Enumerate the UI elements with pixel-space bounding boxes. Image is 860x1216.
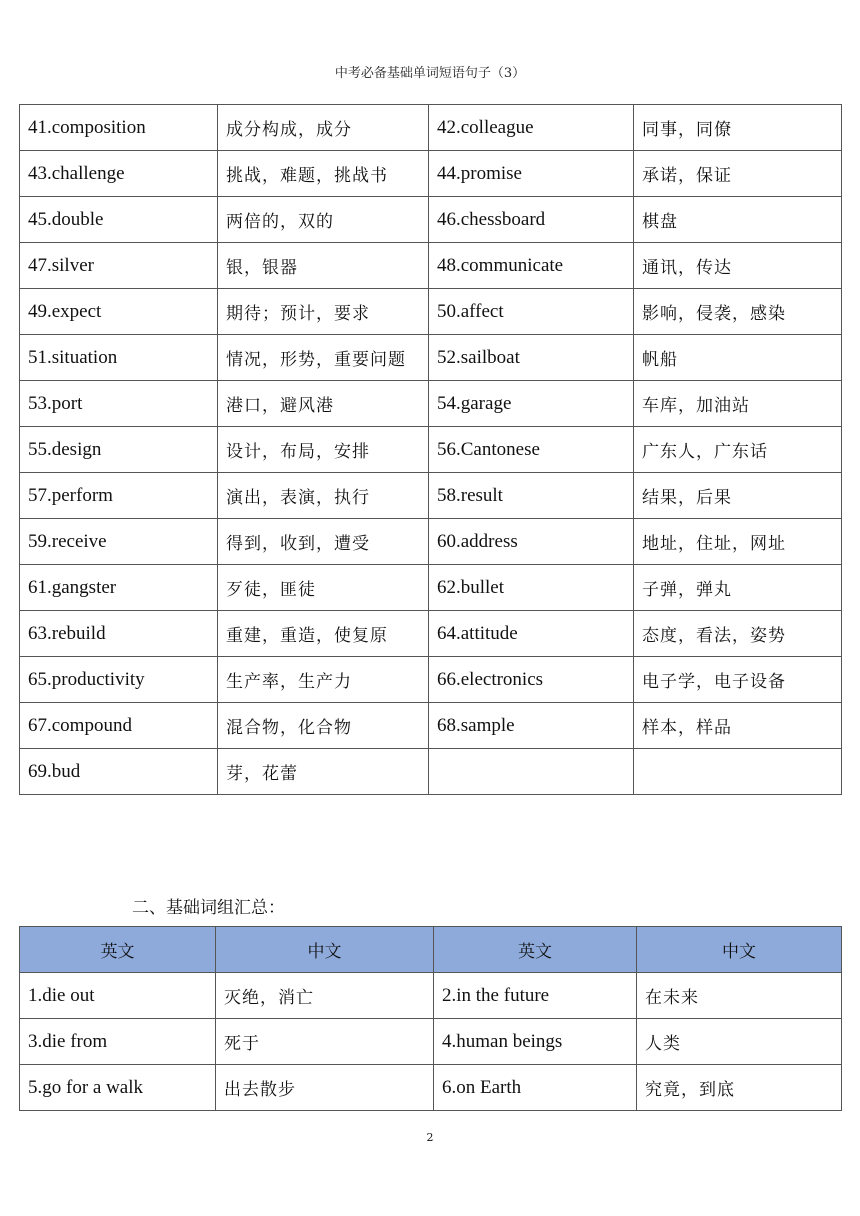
chinese-cell: 承诺，保证 [634, 151, 842, 197]
english-cell: 50.affect [429, 289, 634, 335]
header-chinese: 中文 [216, 927, 434, 973]
chinese-cell: 影响，侵袭，感染 [634, 289, 842, 335]
english-cell: 66.electronics [429, 657, 634, 703]
page-number: 2 [426, 1131, 434, 1144]
table-row [20, 335, 842, 381]
table-row [20, 611, 842, 657]
phrase-table [19, 926, 842, 1111]
chinese-cell: 通讯，传达 [634, 243, 842, 289]
chinese-cell: 情况，形势，重要问题 [218, 335, 429, 381]
english-cell: 5.go for a walk [20, 1065, 216, 1111]
chinese-cell: 态度，看法，姿势 [634, 611, 842, 657]
chinese-cell: 得到，收到，遭受 [218, 519, 429, 565]
english-cell: 44.promise [429, 151, 634, 197]
chinese-cell: 演出，表演，执行 [218, 473, 429, 519]
english-cell: 45.double [20, 197, 218, 243]
phrase-table-header-row [20, 927, 842, 973]
english-cell: 63.rebuild [20, 611, 218, 657]
chinese-cell: 灭绝，消亡 [216, 973, 434, 1019]
chinese-cell: 芽，花蕾 [218, 749, 429, 795]
table-row [20, 657, 842, 703]
table-row [20, 427, 842, 473]
header-english: 英文 [20, 927, 216, 973]
chinese-cell: 期待；预计，要求 [218, 289, 429, 335]
chinese-cell: 电子学，电子设备 [634, 657, 842, 703]
english-cell: 56.Cantonese [429, 427, 634, 473]
english-cell: 52.sailboat [429, 335, 634, 381]
page-header: 中考必备基础单词短语句子（3） [334, 66, 526, 81]
chinese-cell: 歹徒，匪徒 [218, 565, 429, 611]
chinese-cell: 设计，布局，安排 [218, 427, 429, 473]
english-cell: 6.on Earth [434, 1065, 637, 1111]
english-cell: 47.silver [20, 243, 218, 289]
chinese-cell: 重建，重造，使复原 [218, 611, 429, 657]
table-row [20, 105, 842, 151]
english-cell: 4.human beings [434, 1019, 637, 1065]
chinese-cell: 挑战，难题，挑战书 [218, 151, 429, 197]
chinese-cell: 在未来 [637, 973, 842, 1019]
english-cell: 53.port [20, 381, 218, 427]
table-row [20, 565, 842, 611]
english-cell: 61.gangster [20, 565, 218, 611]
english-cell: 48.communicate [429, 243, 634, 289]
table-row [20, 1065, 842, 1111]
english-cell: 69.bud [20, 749, 218, 795]
english-cell: 55.design [20, 427, 218, 473]
chinese-cell: 同事，同僚 [634, 105, 842, 151]
english-cell: 42.colleague [429, 105, 634, 151]
chinese-cell: 生产率，生产力 [218, 657, 429, 703]
table-row [20, 973, 842, 1019]
chinese-cell: 究竟，到底 [637, 1065, 842, 1111]
english-cell: 49.expect [20, 289, 218, 335]
chinese-cell: 车库，加油站 [634, 381, 842, 427]
english-cell: 62.bullet [429, 565, 634, 611]
chinese-cell: 棋盘 [634, 197, 842, 243]
table-row [20, 197, 842, 243]
english-cell: 65.productivity [20, 657, 218, 703]
chinese-cell: 两倍的，双的 [218, 197, 429, 243]
chinese-cell: 港口，避风港 [218, 381, 429, 427]
english-cell: 54.garage [429, 381, 634, 427]
chinese-cell: 样本，样品 [634, 703, 842, 749]
table-row [20, 381, 842, 427]
english-cell: 46.chessboard [429, 197, 634, 243]
table-row [20, 703, 842, 749]
english-cell: 57.perform [20, 473, 218, 519]
chinese-cell: 结果，后果 [634, 473, 842, 519]
english-cell: 68.sample [429, 703, 634, 749]
chinese-cell: 地址，住址，网址 [634, 519, 842, 565]
table-row [20, 1019, 842, 1065]
table-row [20, 289, 842, 335]
chinese-cell: 成分构成，成分 [218, 105, 429, 151]
chinese-cell: 银，银器 [218, 243, 429, 289]
english-cell: 1.die out [20, 973, 216, 1019]
english-cell: 3.die from [20, 1019, 216, 1065]
english-cell: 2.in the future [434, 973, 637, 1019]
chinese-cell: 人类 [637, 1019, 842, 1065]
header-english: 英文 [434, 927, 637, 973]
table-row [20, 151, 842, 197]
table-row [20, 749, 842, 795]
table-row [20, 519, 842, 565]
english-cell: 51.situation [20, 335, 218, 381]
table-row [20, 243, 842, 289]
vocabulary-table [19, 104, 842, 795]
chinese-cell: 混合物，化合物 [218, 703, 429, 749]
english-cell: 41.composition [20, 105, 218, 151]
chinese-cell: 子弹，弹丸 [634, 565, 842, 611]
english-cell: 64.attitude [429, 611, 634, 657]
header-chinese: 中文 [637, 927, 842, 973]
chinese-cell [634, 749, 842, 795]
english-cell: 58.result [429, 473, 634, 519]
chinese-cell: 死于 [216, 1019, 434, 1065]
english-cell: 60.address [429, 519, 634, 565]
english-cell: 59.receive [20, 519, 218, 565]
chinese-cell: 出去散步 [216, 1065, 434, 1111]
section-title: 二、基础词组汇总： [132, 898, 285, 918]
table-row [20, 473, 842, 519]
english-cell: 67.compound [20, 703, 218, 749]
english-cell [429, 749, 634, 795]
chinese-cell: 广东人，广东话 [634, 427, 842, 473]
english-cell: 43.challenge [20, 151, 218, 197]
chinese-cell: 帆船 [634, 335, 842, 381]
